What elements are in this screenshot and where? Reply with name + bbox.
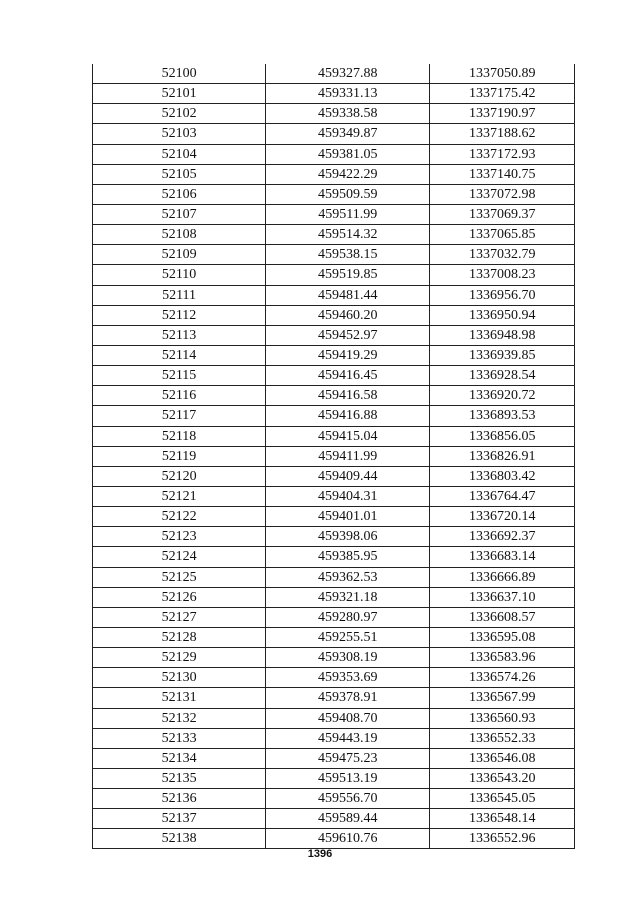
y-coordinate-cell: 1336545.05: [430, 789, 575, 809]
point-id-cell: 52136: [93, 789, 266, 809]
y-coordinate-cell: 1337175.42: [430, 84, 575, 104]
table-row: [93, 325, 575, 345]
x-coordinate-cell: 459443.19: [266, 728, 430, 748]
y-coordinate-cell: 1336764.47: [430, 486, 575, 506]
point-id-cell: 52117: [93, 406, 266, 426]
x-coordinate-cell: 459349.87: [266, 124, 430, 144]
x-coordinate-cell: 459381.05: [266, 144, 430, 164]
x-coordinate-cell: 459511.99: [266, 204, 430, 224]
coordinate-table: [92, 64, 575, 849]
point-id-cell: 52130: [93, 668, 266, 688]
table-row: [93, 305, 575, 325]
x-coordinate-cell: 459610.76: [266, 829, 430, 849]
x-coordinate-cell: 459416.88: [266, 406, 430, 426]
x-coordinate-cell: 459308.19: [266, 648, 430, 668]
x-coordinate-cell: 459452.97: [266, 325, 430, 345]
table-row: [93, 748, 575, 768]
x-coordinate-cell: 459338.58: [266, 104, 430, 124]
x-coordinate-cell: 459408.70: [266, 708, 430, 728]
table-row: [93, 426, 575, 446]
table-row: [93, 466, 575, 486]
y-coordinate-cell: 1336574.26: [430, 668, 575, 688]
point-id-cell: 52128: [93, 627, 266, 647]
x-coordinate-cell: 459398.06: [266, 527, 430, 547]
point-id-cell: 52132: [93, 708, 266, 728]
x-coordinate-cell: 459416.45: [266, 366, 430, 386]
table-row: [93, 84, 575, 104]
x-coordinate-cell: 459331.13: [266, 84, 430, 104]
x-coordinate-cell: 459362.53: [266, 567, 430, 587]
point-id-cell: 52121: [93, 486, 266, 506]
x-coordinate-cell: 459327.88: [266, 64, 430, 84]
x-coordinate-cell: 459353.69: [266, 668, 430, 688]
point-id-cell: 52107: [93, 204, 266, 224]
table-row: [93, 184, 575, 204]
point-id-cell: 52113: [93, 325, 266, 345]
page-number: 1396: [307, 848, 333, 860]
table-row: [93, 204, 575, 224]
y-coordinate-cell: 1336583.96: [430, 648, 575, 668]
y-coordinate-cell: 1336552.33: [430, 728, 575, 748]
table-row: [93, 607, 575, 627]
x-coordinate-cell: 459378.91: [266, 688, 430, 708]
point-id-cell: 52123: [93, 527, 266, 547]
y-coordinate-cell: 1336666.89: [430, 567, 575, 587]
table-row: [93, 587, 575, 607]
y-coordinate-cell: 1336956.70: [430, 285, 575, 305]
table-row: [93, 265, 575, 285]
point-id-cell: 52100: [93, 64, 266, 84]
point-id-cell: 52127: [93, 607, 266, 627]
y-coordinate-cell: 1337065.85: [430, 225, 575, 245]
table-row: [93, 627, 575, 647]
point-id-cell: 52102: [93, 104, 266, 124]
y-coordinate-cell: 1336560.93: [430, 708, 575, 728]
x-coordinate-cell: 459481.44: [266, 285, 430, 305]
x-coordinate-cell: 459538.15: [266, 245, 430, 265]
y-coordinate-cell: 1336826.91: [430, 446, 575, 466]
point-id-cell: 52131: [93, 688, 266, 708]
point-id-cell: 52110: [93, 265, 266, 285]
point-id-cell: 52134: [93, 748, 266, 768]
y-coordinate-cell: 1336720.14: [430, 507, 575, 527]
table-row: [93, 386, 575, 406]
point-id-cell: 52114: [93, 345, 266, 365]
y-coordinate-cell: 1337072.98: [430, 184, 575, 204]
table-row: [93, 64, 575, 84]
point-id-cell: 52101: [93, 84, 266, 104]
table-row: [93, 567, 575, 587]
table-row: [93, 345, 575, 365]
table-row: [93, 245, 575, 265]
point-id-cell: 52116: [93, 386, 266, 406]
table-row: [93, 688, 575, 708]
y-coordinate-cell: 1336608.57: [430, 607, 575, 627]
point-id-cell: 52105: [93, 164, 266, 184]
table-row: [93, 144, 575, 164]
y-coordinate-cell: 1337032.79: [430, 245, 575, 265]
point-id-cell: 52109: [93, 245, 266, 265]
point-id-cell: 52138: [93, 829, 266, 849]
table-row: [93, 225, 575, 245]
table-row: [93, 366, 575, 386]
point-id-cell: 52119: [93, 446, 266, 466]
table-row: [93, 648, 575, 668]
point-id-cell: 52124: [93, 547, 266, 567]
x-coordinate-cell: 459411.99: [266, 446, 430, 466]
point-id-cell: 52120: [93, 466, 266, 486]
y-coordinate-cell: 1337008.23: [430, 265, 575, 285]
y-coordinate-cell: 1336546.08: [430, 748, 575, 768]
y-coordinate-cell: 1336683.14: [430, 547, 575, 567]
point-id-cell: 52108: [93, 225, 266, 245]
point-id-cell: 52106: [93, 184, 266, 204]
x-coordinate-cell: 459321.18: [266, 587, 430, 607]
point-id-cell: 52104: [93, 144, 266, 164]
x-coordinate-cell: 459514.32: [266, 225, 430, 245]
table-row: [93, 406, 575, 426]
x-coordinate-cell: 459255.51: [266, 627, 430, 647]
table-row: [93, 789, 575, 809]
y-coordinate-cell: 1336548.14: [430, 809, 575, 829]
y-coordinate-cell: 1337188.62: [430, 124, 575, 144]
y-coordinate-cell: 1337140.75: [430, 164, 575, 184]
y-coordinate-cell: 1337172.93: [430, 144, 575, 164]
y-coordinate-cell: 1336948.98: [430, 325, 575, 345]
coordinate-table-body: [93, 64, 575, 849]
x-coordinate-cell: 459404.31: [266, 486, 430, 506]
y-coordinate-cell: 1336803.42: [430, 466, 575, 486]
table-row: [93, 164, 575, 184]
point-id-cell: 52115: [93, 366, 266, 386]
table-row: [93, 124, 575, 144]
y-coordinate-cell: 1336950.94: [430, 305, 575, 325]
table-row: [93, 507, 575, 527]
x-coordinate-cell: 459519.85: [266, 265, 430, 285]
y-coordinate-cell: 1336939.85: [430, 345, 575, 365]
y-coordinate-cell: 1336543.20: [430, 768, 575, 788]
y-coordinate-cell: 1336856.05: [430, 426, 575, 446]
table-row: [93, 547, 575, 567]
point-id-cell: 52125: [93, 567, 266, 587]
y-coordinate-cell: 1336567.99: [430, 688, 575, 708]
point-id-cell: 52129: [93, 648, 266, 668]
x-coordinate-cell: 459401.01: [266, 507, 430, 527]
table-row: [93, 768, 575, 788]
x-coordinate-cell: 459415.04: [266, 426, 430, 446]
y-coordinate-cell: 1336637.10: [430, 587, 575, 607]
table-row: [93, 668, 575, 688]
x-coordinate-cell: 459513.19: [266, 768, 430, 788]
x-coordinate-cell: 459556.70: [266, 789, 430, 809]
x-coordinate-cell: 459422.29: [266, 164, 430, 184]
table-row: [93, 486, 575, 506]
y-coordinate-cell: 1336552.96: [430, 829, 575, 849]
x-coordinate-cell: 459475.23: [266, 748, 430, 768]
point-id-cell: 52126: [93, 587, 266, 607]
x-coordinate-cell: 459460.20: [266, 305, 430, 325]
x-coordinate-cell: 459589.44: [266, 809, 430, 829]
y-coordinate-cell: 1336928.54: [430, 366, 575, 386]
y-coordinate-cell: 1337190.97: [430, 104, 575, 124]
x-coordinate-cell: 459416.58: [266, 386, 430, 406]
x-coordinate-cell: 459385.95: [266, 547, 430, 567]
y-coordinate-cell: 1336595.08: [430, 627, 575, 647]
y-coordinate-cell: 1336692.37: [430, 527, 575, 547]
table-row: [93, 104, 575, 124]
point-id-cell: 52122: [93, 507, 266, 527]
table-row: [93, 708, 575, 728]
y-coordinate-cell: 1337050.89: [430, 64, 575, 84]
x-coordinate-cell: 459409.44: [266, 466, 430, 486]
x-coordinate-cell: 459280.97: [266, 607, 430, 627]
table-row: [93, 527, 575, 547]
y-coordinate-cell: 1336893.53: [430, 406, 575, 426]
table-row: [93, 829, 575, 849]
point-id-cell: 52103: [93, 124, 266, 144]
table-row: [93, 728, 575, 748]
table-row: [93, 809, 575, 829]
x-coordinate-cell: 459509.59: [266, 184, 430, 204]
point-id-cell: 52112: [93, 305, 266, 325]
point-id-cell: 52135: [93, 768, 266, 788]
x-coordinate-cell: 459419.29: [266, 345, 430, 365]
point-id-cell: 52111: [93, 285, 266, 305]
table-row: [93, 285, 575, 305]
point-id-cell: 52133: [93, 728, 266, 748]
point-id-cell: 52137: [93, 809, 266, 829]
point-id-cell: 52118: [93, 426, 266, 446]
table-row: [93, 446, 575, 466]
y-coordinate-cell: 1337069.37: [430, 204, 575, 224]
y-coordinate-cell: 1336920.72: [430, 386, 575, 406]
